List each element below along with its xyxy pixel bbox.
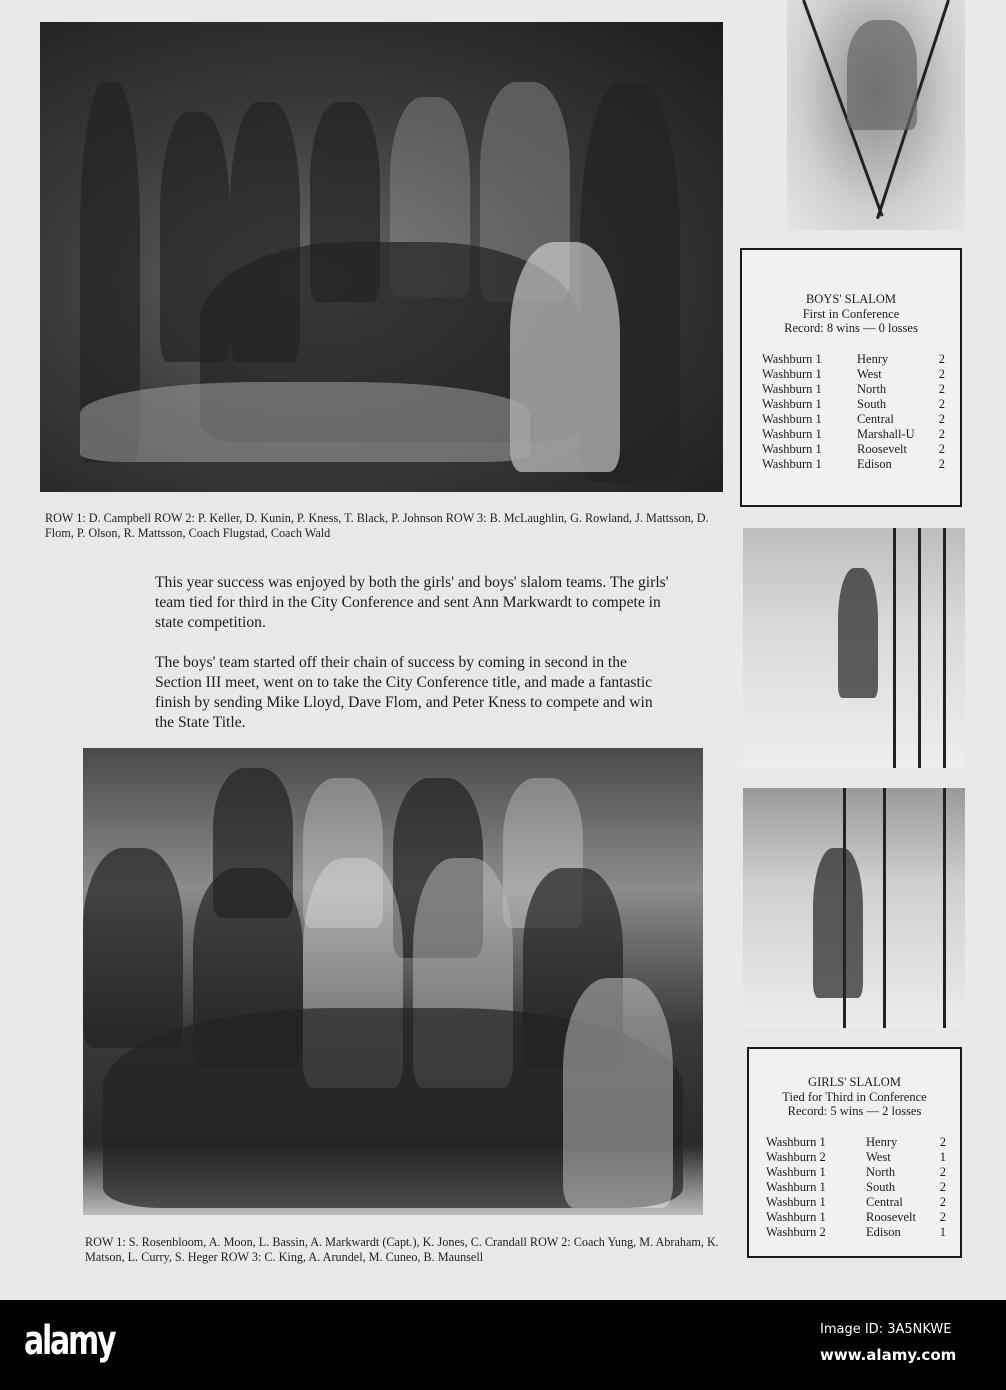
boys-slalom-record-box xyxy=(740,248,962,507)
result-row xyxy=(762,457,945,472)
opponent-score: 2 xyxy=(939,1134,946,1149)
opponent-score: 2 xyxy=(938,381,945,396)
opponent-name: Edison xyxy=(857,456,892,471)
ski-boots-photo xyxy=(787,0,965,230)
girls-results-table xyxy=(766,1135,946,1240)
opponent-name: South xyxy=(866,1179,896,1194)
result-row xyxy=(766,1210,946,1225)
washburn-score: Washburn 2 xyxy=(766,1149,826,1164)
girls-slalom-record-box xyxy=(747,1047,962,1258)
result-row xyxy=(766,1225,946,1240)
opponent-name: Henry xyxy=(866,1134,898,1149)
opponent-score: 1 xyxy=(939,1224,946,1239)
slalom-skier-photo xyxy=(743,528,965,768)
opponent-score: 1 xyxy=(939,1149,946,1164)
result-row xyxy=(766,1180,946,1195)
washburn-score: Washburn 1 xyxy=(762,381,822,396)
boys-results-table xyxy=(762,352,945,472)
article-paragraph: This year success was enjoyed by both the girls' and boys' slalom teams. The girls' team tied for third in the City Conference and sent Ann Markwardt to compete in state competition. xyxy=(155,574,669,631)
washburn-score: Washburn 2 xyxy=(766,1224,826,1239)
slalom-skier-photo xyxy=(743,788,965,1028)
boys-slalom-record: Record: 8 wins — 0 losses xyxy=(784,321,918,335)
washburn-score: Washburn 1 xyxy=(762,366,822,381)
opponent-name: North xyxy=(866,1164,896,1179)
washburn-score: Washburn 1 xyxy=(766,1134,826,1149)
opponent-name: Central xyxy=(857,411,894,426)
opponent-score: 2 xyxy=(938,351,945,366)
result-row xyxy=(762,427,945,442)
result-row xyxy=(762,397,945,412)
result-row xyxy=(762,442,945,457)
washburn-score: Washburn 1 xyxy=(762,351,822,366)
washburn-score: Washburn 1 xyxy=(766,1209,826,1224)
opponent-score: 2 xyxy=(939,1209,946,1224)
result-row xyxy=(766,1195,946,1210)
girls-slalom-subtitle: Tied for Third in Conference xyxy=(782,1089,927,1104)
opponent-score: 2 xyxy=(939,1164,946,1179)
result-row xyxy=(766,1135,946,1150)
washburn-score: Washburn 1 xyxy=(762,426,822,441)
washburn-score: Washburn 1 xyxy=(766,1194,826,1209)
result-row xyxy=(766,1165,946,1180)
result-row xyxy=(766,1150,946,1165)
opponent-score: 2 xyxy=(938,456,945,471)
opponent-score: 2 xyxy=(939,1179,946,1194)
girls-slalom-title: GIRLS' SLALOM xyxy=(808,1075,901,1089)
girls-slalom-record: Record: 5 wins — 2 losses xyxy=(787,1104,922,1118)
boys-slalom-subtitle: First in Conference xyxy=(802,306,900,321)
girls-team-photo xyxy=(83,748,703,1215)
result-row xyxy=(762,382,945,397)
washburn-score: Washburn 1 xyxy=(766,1164,826,1179)
opponent-name: West xyxy=(866,1149,891,1164)
alamy-logo: alamy xyxy=(24,1318,115,1364)
washburn-score: Washburn 1 xyxy=(766,1179,826,1194)
result-row xyxy=(762,367,945,382)
opponent-score: 2 xyxy=(938,441,945,456)
image-id: Image ID: 3A5NKWE xyxy=(820,1322,952,1337)
opponent-name: North xyxy=(857,381,887,396)
opponent-score: 2 xyxy=(938,366,945,381)
opponent-score: 2 xyxy=(938,411,945,426)
boys-team-photo xyxy=(40,22,723,492)
girls-photo-caption: ROW 1: S. Rosenbloom, A. Moon, L. Bassin, A. Markwardt (Capt.), K. Jones, C. Crandall ROW 2: Coach Yung, M. Abraham, K. Matson, L. Curry, S. Heger ROW 3: C. King, A. Arundel, M. Cuneo, B. Maunsell xyxy=(85,1235,719,1264)
result-row xyxy=(762,412,945,427)
opponent-score: 2 xyxy=(939,1194,946,1209)
watermark-footer xyxy=(0,1300,1006,1390)
opponent-score: 2 xyxy=(938,396,945,411)
opponent-name: Henry xyxy=(857,351,889,366)
washburn-score: Washburn 1 xyxy=(762,456,822,471)
result-row xyxy=(762,352,945,367)
washburn-score: Washburn 1 xyxy=(762,411,822,426)
opponent-name: Central xyxy=(866,1194,903,1209)
article-paragraph: The boys' team started off their chain of success by coming in second in the Section III meet, went on to take the City Conference title, and made a fantastic finish by sending Mike Lloyd, Dave Flom, and Peter Kness to compete and win the State Title. xyxy=(155,654,653,731)
washburn-score: Washburn 1 xyxy=(762,441,822,456)
opponent-name: West xyxy=(857,366,882,381)
opponent-name: Edison xyxy=(866,1224,901,1239)
opponent-name: South xyxy=(857,396,887,411)
boys-slalom-title: BOYS' SLALOM xyxy=(805,292,897,306)
boys-photo-caption: ROW 1: D. Campbell ROW 2: P. Keller, D. Kunin, P. Kness, T. Black, P. Johnson ROW 3: B. McLaughlin, G. Rowland, J. Mattsson, D. Flom, P. Olson, R. Mattsson, Coach Flugstad, Coach Wald xyxy=(45,511,709,540)
washburn-score: Washburn 1 xyxy=(762,396,822,411)
opponent-name: Marshall-U xyxy=(857,426,915,441)
opponent-name: Roosevelt xyxy=(866,1209,916,1224)
website-link[interactable]: www.alamy.com xyxy=(820,1346,957,1364)
article-text xyxy=(155,573,670,753)
opponent-name: Roosevelt xyxy=(857,441,907,456)
opponent-score: 2 xyxy=(938,426,945,441)
